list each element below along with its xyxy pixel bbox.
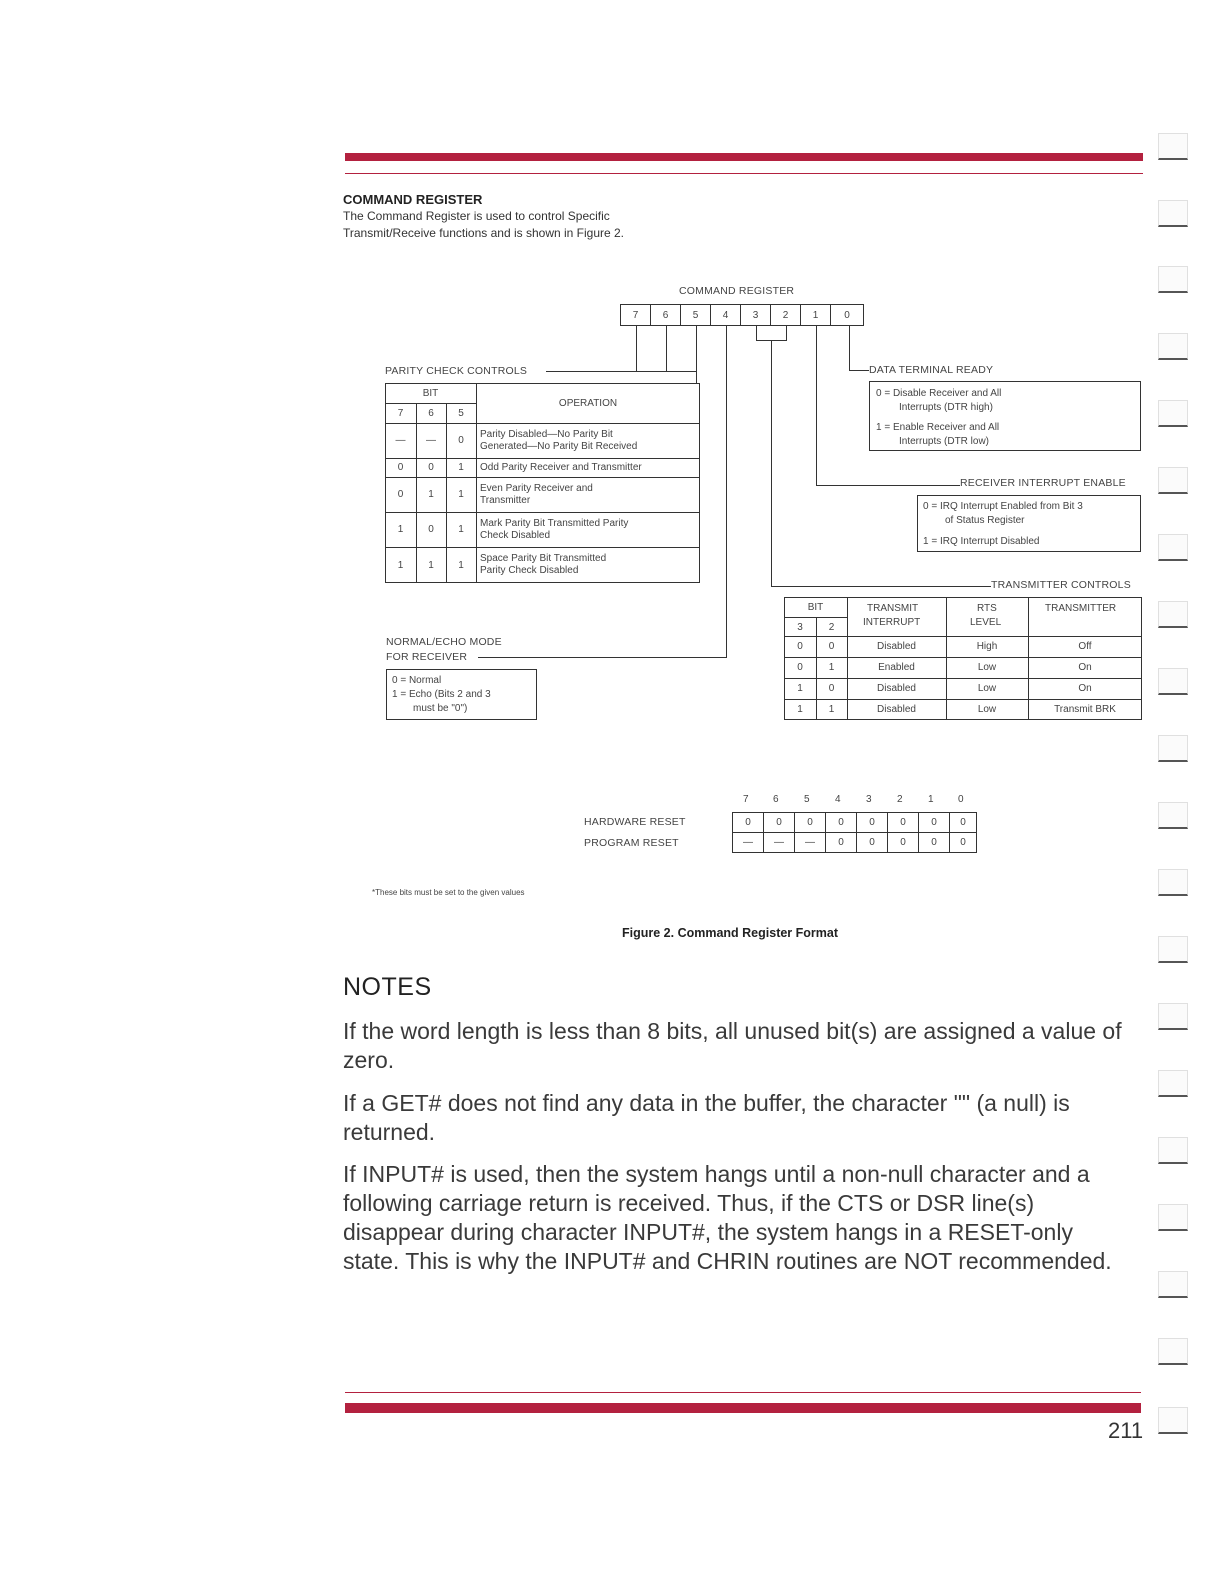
register-bit-6: 6 [650,304,681,326]
thumb-tab [1158,400,1188,427]
thumb-tab [1158,1407,1188,1434]
cell: 1 [385,547,417,583]
connector-line [636,326,637,371]
bottom-color-band [345,1403,1141,1413]
thumb-tab [1158,534,1188,561]
register-bit-1: 1 [800,304,831,326]
tc-rts-header: RTS [977,603,997,614]
thumb-tab [1158,467,1188,494]
reset-bit-label: 4 [835,794,841,805]
footnote: *These bits must be set to the given values [372,888,525,897]
cell: 1 [816,699,848,720]
cell: 0 [763,812,795,833]
cell: 0 [784,657,817,679]
thumb-tab [1158,601,1188,628]
connector-line [666,326,667,371]
cell: 1 [446,547,477,583]
dtr-option: Interrupts (DTR high) [899,402,993,413]
reset-bit-label: 7 [743,794,749,805]
connector-line [696,371,697,383]
register-bit-7: 7 [620,304,651,326]
register-bit-5: 5 [680,304,711,326]
thumb-tab [1158,200,1188,227]
bottom-rule [345,1392,1141,1393]
cell: Mark Parity Bit Transmitted Parity Check Disabled [476,512,700,548]
connector-line [816,326,817,485]
echo-option: 1 = Echo (Bits 2 and 3 [392,689,491,700]
rie-label: RECEIVER INTERRUPT ENABLE [960,477,1126,489]
cell: Low [946,657,1029,679]
cell: 1 [446,458,477,478]
echo-option: 0 = Normal [392,675,442,686]
cell: Even Parity Receiver and Transmitter [476,477,700,513]
reset-bit-label: 3 [866,794,872,805]
thumb-tab [1158,668,1188,695]
cell: 0 [385,458,417,478]
section-intro: The Command Register is used to control Specific Transmit/Receive functions and is shown in Figure 2. [343,209,625,240]
cell: 0 [887,812,919,833]
thumb-tab [1158,869,1188,896]
parity-bit-col: 5 [446,403,477,424]
tc-rts-header: LEVEL [970,617,1002,628]
cell: High [946,636,1029,658]
cell: 1 [416,477,447,513]
figure-caption: Figure 2. Command Register Format [622,926,839,940]
echo-label: FOR RECEIVER [386,651,468,663]
cell: Low [946,699,1029,720]
cell: Disabled [847,636,947,658]
parity-bit-header: BIT [385,383,477,403]
register-bit-4: 4 [710,304,741,326]
cell: 0 [446,423,477,459]
thumb-tab [1158,802,1188,829]
cell: 0 [887,832,919,853]
echo-option: must be "0") [413,703,468,714]
dtr-option: 0 = Disable Receiver and All [876,388,1002,399]
top-color-band [345,153,1143,161]
connector-line [696,326,697,371]
cell: 0 [816,678,848,700]
thumb-tab [1158,1070,1188,1097]
cell: 0 [794,812,826,833]
cell: — [763,832,795,853]
connector-line [478,657,727,658]
rie-option: of Status Register [945,515,1025,526]
tc-label: TRANSMITTER CONTROLS [991,579,1131,591]
cell: Disabled [847,699,947,720]
parity-bit-col: 6 [416,403,447,424]
thumb-tab [1158,133,1188,160]
tc-ti-header: INTERRUPT [863,617,921,628]
tc-ti-header: TRANSMIT [867,603,919,614]
connector-line [849,370,869,371]
cell: 0 [856,812,888,833]
rie-option: 0 = IRQ Interrupt Enabled from Bit 3 [923,501,1083,512]
tc-bit-header: BIT [784,597,848,618]
thumb-tab [1158,1338,1188,1365]
dtr-option: 1 = Enable Receiver and All [876,422,1000,433]
notes-title: NOTES [343,973,432,1001]
register-bit-3: 3 [740,304,771,326]
cell: On [1028,678,1142,700]
reset-bit-label: 6 [773,794,779,805]
cell: 0 [385,477,417,513]
rie-option: 1 = IRQ Interrupt Disabled [923,536,1040,547]
cell: Disabled [847,678,947,700]
cell: 0 [816,636,848,658]
tc-bit-col: 3 [784,617,817,637]
cell: Space Parity Bit Transmitted Parity Check Disabled [480,553,607,576]
thumb-tab [1158,1271,1188,1298]
cell: On [1028,657,1142,679]
cell: 0 [918,812,950,833]
thumb-tab [1158,333,1188,360]
top-rule [345,173,1143,174]
connector-line [771,586,991,587]
reset-bit-label: 5 [804,794,810,805]
thumb-tab [1158,266,1188,293]
section-title: COMMAND REGISTER [343,192,483,207]
cell: 0 [825,832,857,853]
cell: — [794,832,826,853]
reset-bit-label: 1 [928,794,934,805]
dtr-label: DATA TERMINAL READY [869,364,994,376]
note-paragraph: If the word length is less than 8 bits, all unused bit(s) are assigned a value of zero. [343,1018,1122,1073]
connector-line [756,326,757,340]
cell: 0 [949,812,977,833]
cell: — [732,832,764,853]
tc-bit-col: 2 [816,617,848,637]
dtr-option: Interrupts (DTR low) [899,436,990,447]
reset-bit-label: 2 [897,794,903,805]
cell: — [385,423,417,459]
cell: Enabled [847,657,947,679]
connector-line [849,326,850,370]
thumb-tab [1158,936,1188,963]
cell: 1 [446,512,477,548]
cell: Low [946,678,1029,700]
page-number: 211 [1108,1418,1144,1443]
cell: 0 [856,832,888,853]
cell: Off [1028,636,1142,658]
cell: 0 [949,832,977,853]
connector-line [771,340,772,586]
parity-operation-header: OPERATION [558,397,618,409]
cell: 1 [446,477,477,513]
cell: 1 [416,547,447,583]
note-paragraph: If a GET# does not find any data in the buffer, the character "" (a null) is returned. [343,1090,1070,1145]
register-bit-0: 0 [830,304,864,326]
cell: 1 [784,678,817,700]
cell: — [416,423,447,459]
cell: 0 [416,512,447,548]
note-paragraph: If INPUT# is used, then the system hangs until a non-null character and a following carriage return is received. Thus, if the CTS or DSR line(s) disappear during character INPUT#, the system hangs in a RESET-only state. This is why the INPUT# and CHRIN routines are NOT recommended. [343,1161,1112,1274]
cell: 1 [784,699,817,720]
cell: 0 [784,636,817,658]
connector-line [786,326,787,340]
program-reset-label: PROGRAM RESET [584,837,679,849]
cell: 0 [918,832,950,853]
reset-bit-label: 0 [958,794,964,805]
cell: 1 [816,657,848,679]
thumb-tab [1158,1137,1188,1164]
thumb-tab [1158,735,1188,762]
thumb-tab [1158,1204,1188,1231]
hardware-reset-label: HARDWARE RESET [584,816,686,828]
connector-line [816,485,960,486]
cell: 0 [825,812,857,833]
cell: Parity Disabled—No Parity Bit Generated—No Parity Bit Received [476,423,700,459]
cell: 0 [732,812,764,833]
cell: Odd Parity Receiver and Transmitter [476,458,700,478]
register-bit-2: 2 [770,304,801,326]
parity-label: PARITY CHECK CONTROLS [385,365,528,377]
connector-line [726,326,727,657]
parity-bit-col: 7 [385,403,417,424]
cell: 1 [385,512,417,548]
cell: 0 [416,458,447,478]
cell: Transmit BRK [1054,704,1116,715]
thumb-tab [1158,1003,1188,1030]
connector-line [546,371,697,372]
echo-label: NORMAL/ECHO MODE [386,636,502,648]
tc-tx-header: TRANSMITTER [1045,603,1117,614]
register-title: COMMAND REGISTER [679,285,795,297]
